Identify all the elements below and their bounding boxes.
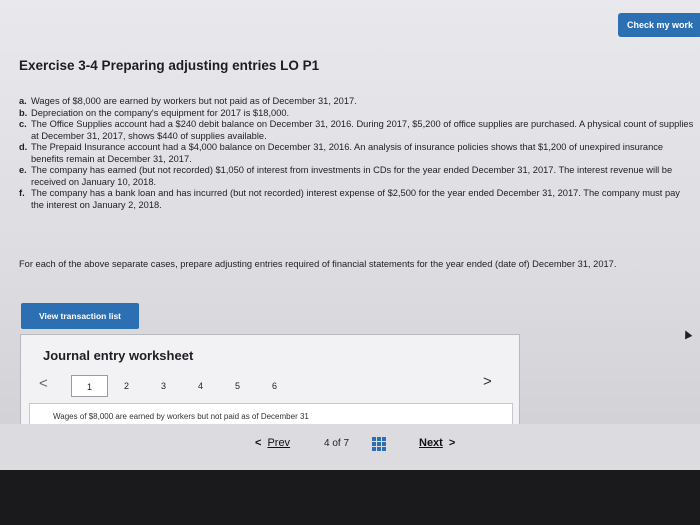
question-navigation xyxy=(0,424,700,470)
next-button[interactable] xyxy=(419,437,455,449)
list-item xyxy=(19,188,695,211)
top-bar xyxy=(0,0,700,34)
item-text: Wages of $8,000 are earned by workers but not paid as of December 31, 2017. xyxy=(31,96,357,106)
chevron-left-icon: < xyxy=(255,437,262,449)
view-transaction-list-button[interactable]: View transaction list xyxy=(21,303,139,329)
exercise-title: Exercise 3-4 Preparing adjusting entries LO P1 xyxy=(19,58,320,73)
mouse-cursor-icon xyxy=(682,329,693,340)
next-label: Next xyxy=(419,437,443,449)
worksheet-page-3[interactable]: 3 xyxy=(160,381,166,391)
item-label: c. xyxy=(19,119,27,129)
total-pages: 7 xyxy=(343,438,350,449)
of-word: of xyxy=(332,438,341,449)
worksheet-title: Journal entry worksheet xyxy=(43,348,194,363)
item-label: b. xyxy=(19,107,28,118)
item-label: d. xyxy=(19,142,28,152)
page-counter xyxy=(324,438,349,449)
worksheet-description: Wages of $8,000 are earned by workers but not paid as of December 31 xyxy=(53,412,309,421)
list-item xyxy=(19,142,695,165)
worksheet-page-6[interactable]: 6 xyxy=(271,381,277,391)
item-label: f. xyxy=(19,188,25,198)
instructions-text: For each of the above separate cases, prepare adjusting entries required of financial statements for the year ended (date of) December 31, 2017. xyxy=(19,259,617,270)
list-item xyxy=(19,119,695,142)
grid-icon[interactable] xyxy=(372,437,386,451)
chevron-right-icon: > xyxy=(448,437,456,449)
exercise-items xyxy=(19,96,695,211)
current-page: 4 xyxy=(324,438,330,449)
item-text: Depreciation on the company's equipment for 2017 is $18,000. xyxy=(31,107,290,118)
item-text: The company has earned (but not recorded) $1,050 of interest from investments in CDs for the year ended December 31, 2017. The interest revenue will be received on January 10, 2018. xyxy=(31,165,673,187)
worksheet-page-1[interactable]: 1 xyxy=(71,375,108,397)
worksheet-prev-arrow-icon[interactable]: < xyxy=(39,375,48,392)
list-item xyxy=(19,108,695,120)
item-label: e. xyxy=(19,165,27,175)
worksheet-page-4[interactable]: 4 xyxy=(197,381,203,391)
worksheet-page-5[interactable]: 5 xyxy=(234,381,240,391)
prev-button[interactable] xyxy=(255,437,290,449)
worksheet-next-arrow-icon[interactable]: > xyxy=(483,373,492,390)
prev-label: Prev xyxy=(267,437,291,449)
worksheet-page-2[interactable]: 2 xyxy=(123,381,129,391)
item-label: a. xyxy=(19,96,27,106)
item-text: The company has a bank loan and has incurred (but not recorded) interest expense of $2,500 for the year ended December 31, 2017. The company must pay the interest on January 2, 2018. xyxy=(31,188,680,210)
check-my-work-button[interactable]: Check my work xyxy=(618,13,700,37)
item-text: The Office Supplies account had a $240 debit balance on December 31, 2016. During 2017, $5,200 of office supplies are purchased. A physical count of supplies at December 31, 2017, shows $440 of supplies available. xyxy=(31,119,694,141)
list-item xyxy=(19,165,695,188)
item-text: The Prepaid Insurance account had a $4,000 balance on December 31, 2016. An analysis of insurance policies shows that $1,200 of unexpired insurance benefits remain at December 31, 2017. xyxy=(31,142,664,164)
worksheet-page-tabs xyxy=(71,375,293,397)
list-item xyxy=(19,96,695,108)
worksheet-body xyxy=(29,403,513,424)
